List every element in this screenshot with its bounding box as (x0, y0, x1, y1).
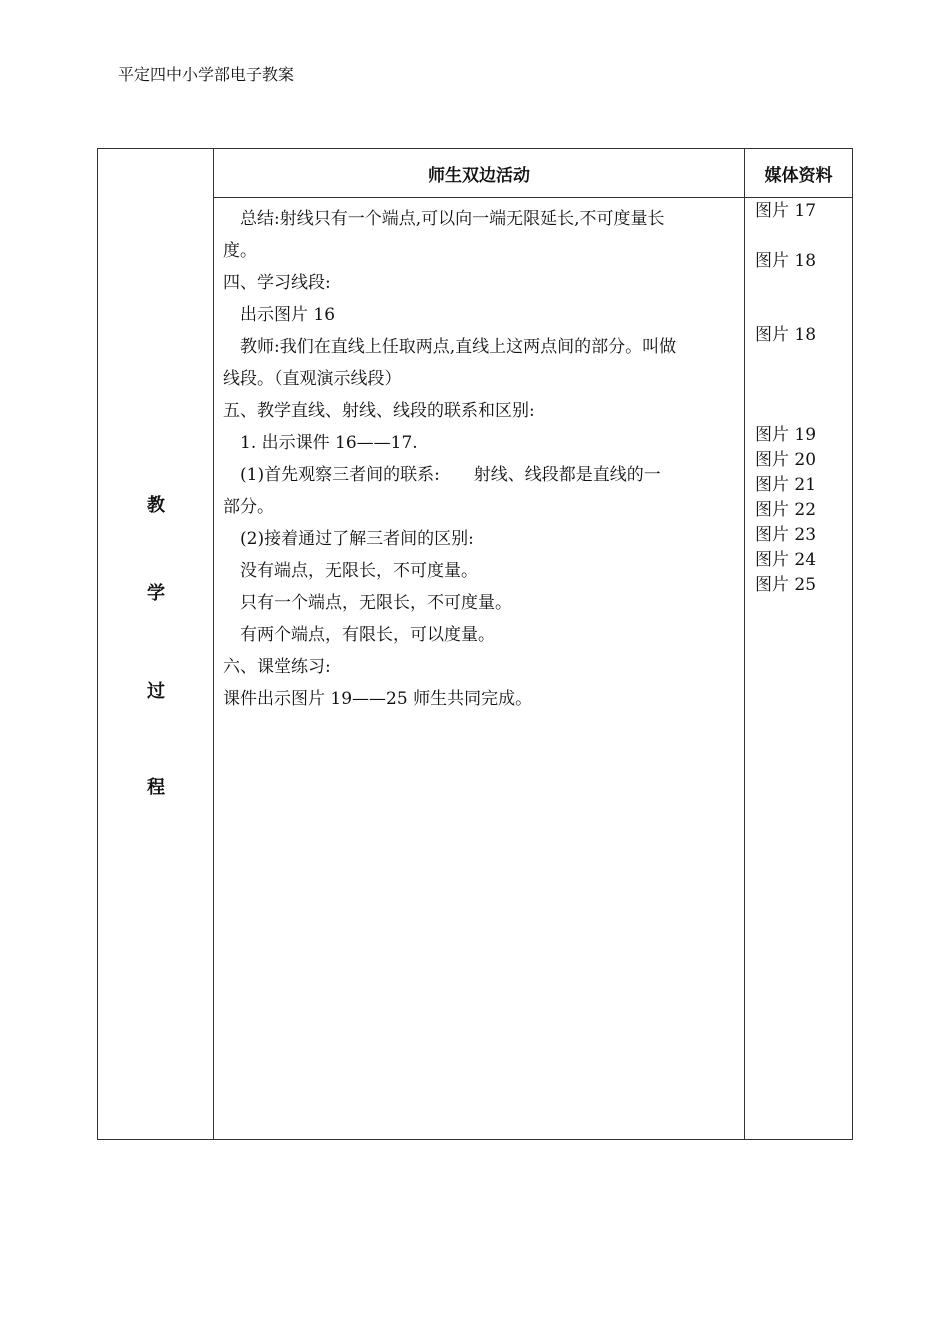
content-line: 四、学习线段: (223, 273, 331, 293)
column-header-media: 媒体资料 (764, 165, 833, 186)
content-line: 度。 (223, 241, 257, 261)
media-group (755, 423, 816, 598)
media-group (755, 249, 816, 274)
media-item: 图片 18 (755, 325, 817, 345)
media-group (755, 323, 816, 348)
content-line: 1. 出示课件 16——17. (223, 433, 418, 453)
media-item: 图片 18 (755, 251, 817, 271)
lesson-table (97, 148, 853, 1140)
media-item: 图片 17 (755, 201, 817, 221)
side-label-char: 过 (147, 681, 165, 702)
content-line: 部分。 (223, 497, 274, 517)
side-label-char: 程 (147, 777, 165, 798)
media-item: 图片 22 (755, 500, 817, 520)
content-line: 线段。（直观演示线段） (223, 369, 402, 389)
media-item: 图片 21 (755, 475, 817, 495)
document-header: 平定四中小学部电子教案 (118, 65, 295, 84)
side-label-char: 学 (147, 583, 165, 604)
media-group (755, 199, 816, 224)
content-line: 课件出示图片 19——25 师生共同完成。 (223, 689, 533, 709)
table-divider-left (213, 149, 214, 1139)
column-header-activity: 师生双边活动 (428, 165, 530, 186)
content-line: 没有端点，无限长，不可度量。 (223, 561, 478, 581)
table-divider-right (744, 149, 745, 1139)
content-line: 有两个端点，有限长，可以度量。 (223, 625, 495, 645)
content-line: 出示图片 16 (223, 305, 336, 325)
content-line: 教师:我们在直线上任取两点,直线上这两点间的部分。叫做 (223, 337, 677, 357)
content-line: 只有一个端点，无限长，不可度量。 (223, 593, 512, 613)
content-line: 五、教学直线、射线、线段的联系和区别: (223, 401, 535, 421)
content-line: 六、课堂练习: (223, 657, 331, 677)
content-line: (2)接着通过了解三者间的区别: (223, 529, 474, 549)
media-item: 图片 23 (755, 525, 817, 545)
header-row-divider (213, 197, 852, 198)
content-line: (1)首先观察三者间的联系: 射线、线段都是直线的一 (223, 465, 661, 485)
activity-content (223, 203, 741, 715)
side-label-char: 教 (147, 495, 165, 516)
media-item: 图片 25 (755, 575, 817, 595)
content-line: 总结:射线只有一个端点,可以向一端无限延长,不可度量长 (223, 209, 665, 229)
media-item: 图片 24 (755, 550, 817, 570)
media-item: 图片 20 (755, 450, 817, 470)
media-item: 图片 19 (755, 425, 817, 445)
